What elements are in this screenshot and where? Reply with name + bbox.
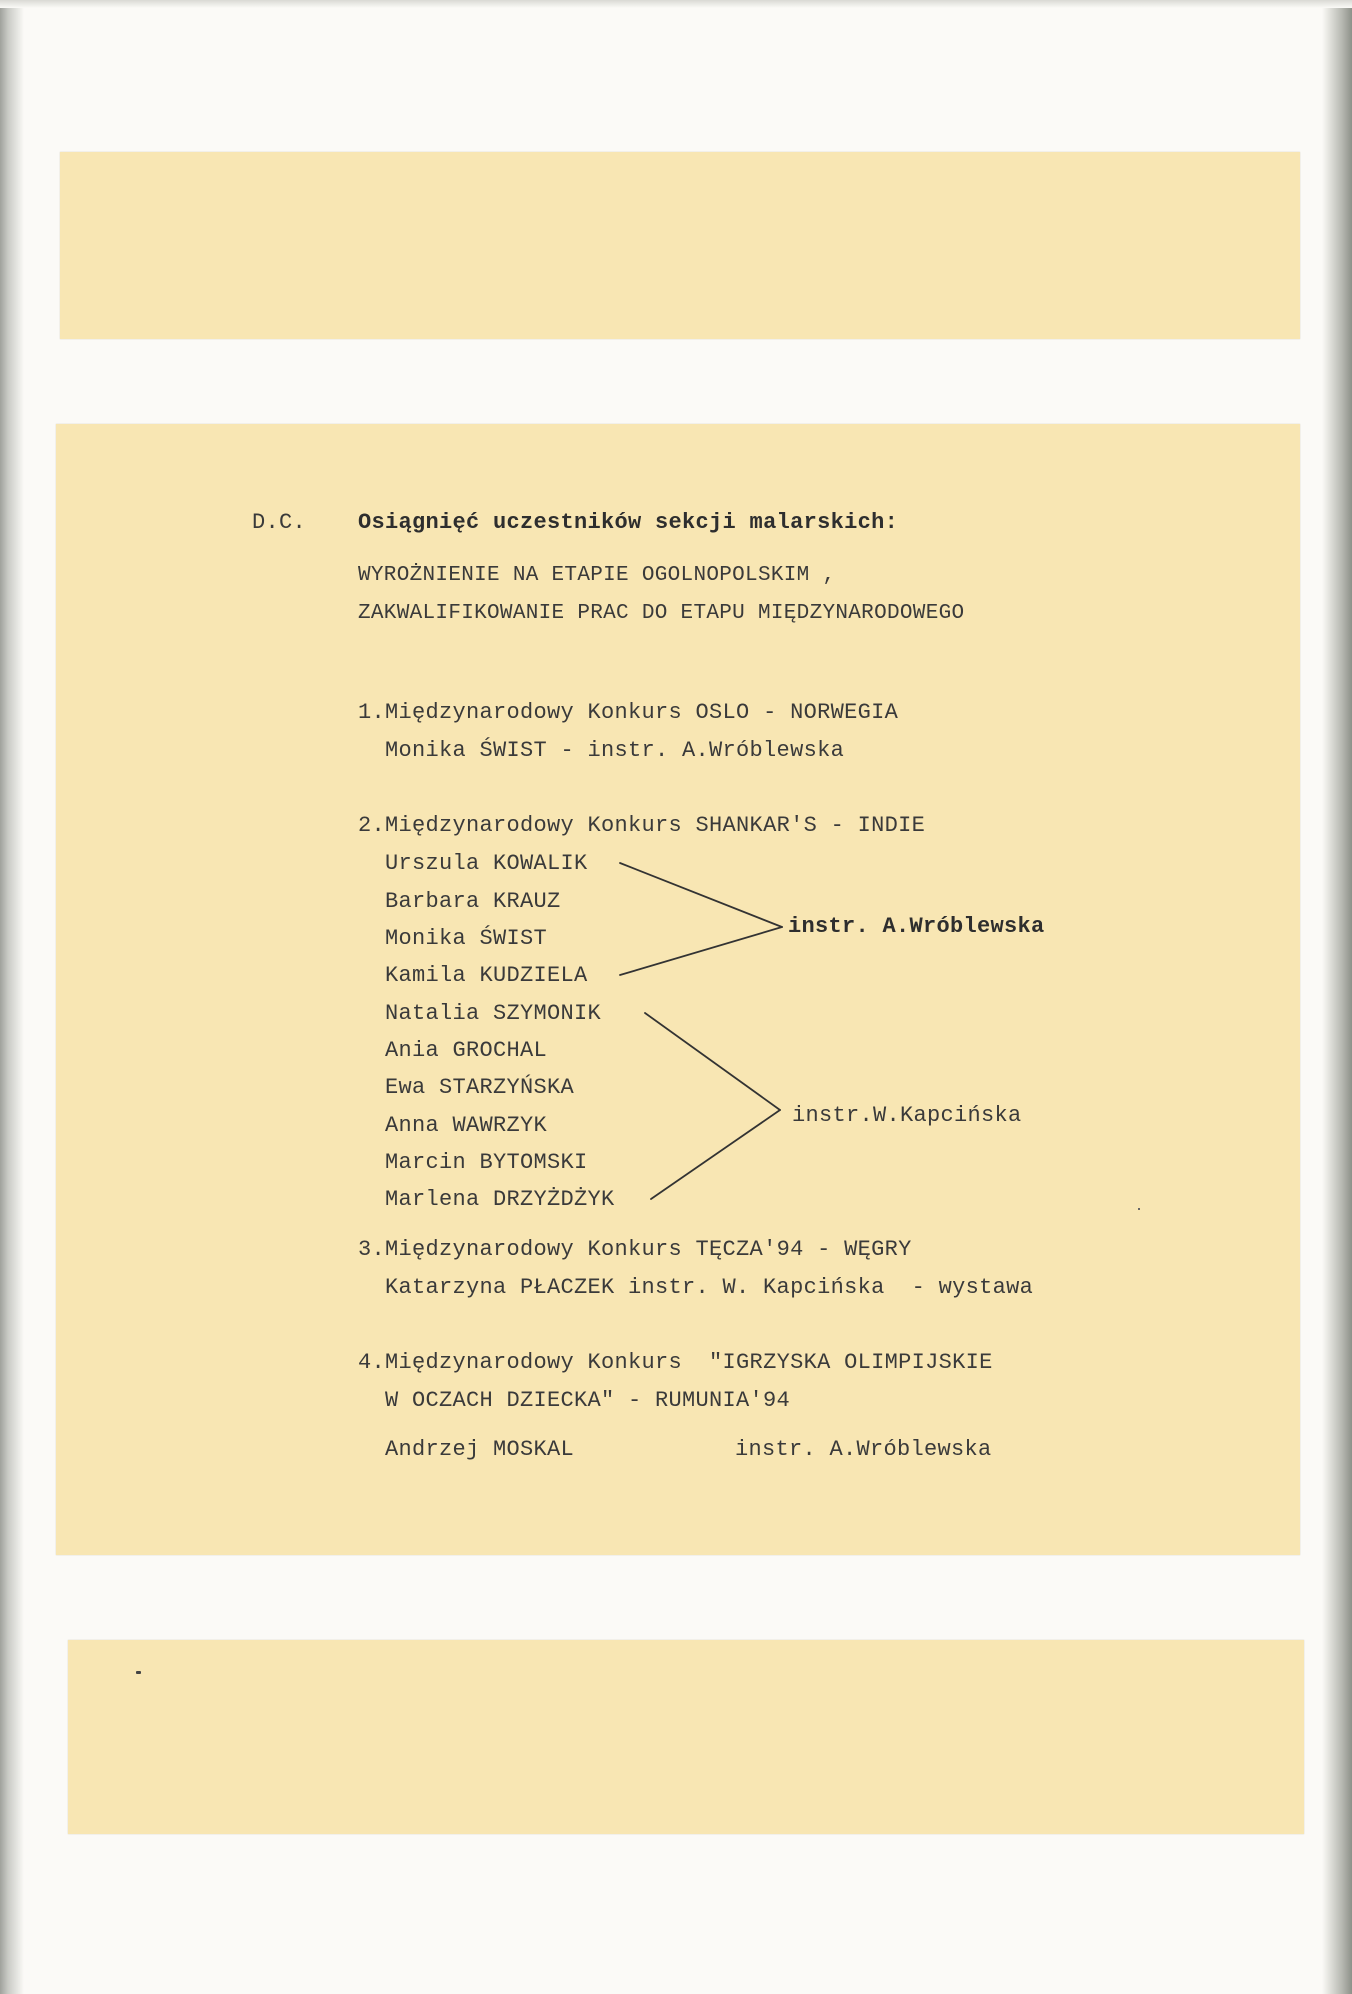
item-2-name: Kamila KUDZIELA [385, 963, 588, 988]
item-2-name: Anna WAWRZYK [385, 1113, 548, 1138]
item-1-line: Monika ŚWIST - instr. A.Wróblewska [385, 738, 845, 763]
item-2-name: Barbara KRAUZ [385, 889, 561, 914]
item-4-title-line-1: 4.Międzynarodowy Konkurs "IGRZYSKA OLIMPIJSKIE [358, 1350, 993, 1375]
item-2-group-2-instructor: instr.W.Kapcińska [792, 1103, 1022, 1128]
item-2-name: Marlena DRZYŻDŻYK [385, 1187, 615, 1212]
section-subheading-line-1: WYROŻNIENIE NA ETAPIE OGOLNOPOLSKIM , [358, 564, 836, 587]
item-2-name: Natalia SZYMONIK [385, 1001, 602, 1026]
bracket-line-1b [620, 927, 782, 975]
item-4-instructor: instr. A.Wróblewska [735, 1437, 992, 1462]
item-3-title: 3.Międzynarodowy Konkurs TĘCZA'94 - WĘGRY [358, 1237, 912, 1262]
item-2-name: Ewa STARZYŃSKA [385, 1075, 575, 1100]
item-2-name: Ania GROCHAL [385, 1038, 548, 1063]
item-1-title: 1.Międzynarodowy Konkurs OSLO - NORWEGIA [358, 700, 899, 725]
section-subheading-line-2: ZAKWALIFIKOWANIE PRAC DO ETAPU MIĘDZYNARODOWEGO [358, 602, 965, 625]
section-heading: Osiągnięć uczestników sekcji malarskich: [358, 510, 899, 535]
item-2-name: Marcin BYTOMSKI [385, 1150, 588, 1175]
item-2-group-1-instructor: instr. A.Wróblewska [788, 914, 1045, 939]
section-label: D.C. [252, 510, 307, 535]
bracket-line-1a [620, 863, 782, 927]
item-3-line: Katarzyna PŁACZEK instr. W. Kapcińska - wystawa [385, 1275, 1034, 1300]
item-2-name: Urszula KOWALIK [385, 851, 588, 876]
bracket-line-2a [645, 1013, 780, 1110]
bracket-line-2b [651, 1110, 780, 1199]
item-4-title-line-2: W OCZACH DZIECKA" - RUMUNIA'94 [385, 1388, 791, 1413]
item-4-person: Andrzej MOSKAL [385, 1437, 575, 1462]
item-2-title: 2.Międzynarodowy Konkurs SHANKAR'S - INDIE [358, 813, 926, 838]
item-2-name: Monika ŚWIST [385, 926, 548, 951]
